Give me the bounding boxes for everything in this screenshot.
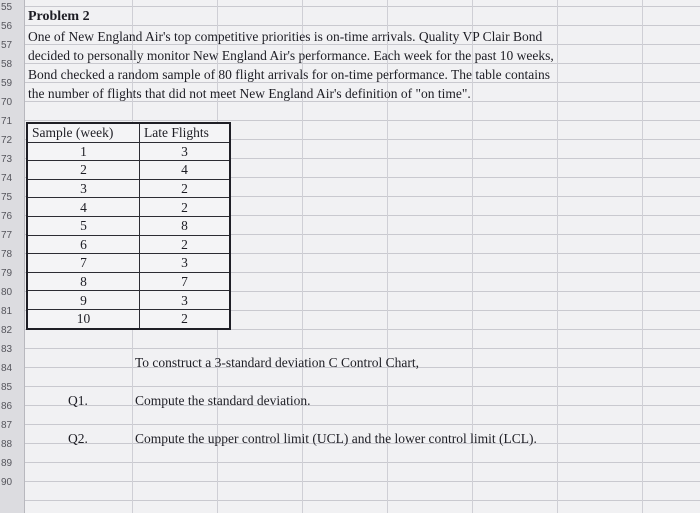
late-flights-cell[interactable]: 4 (140, 161, 231, 180)
late-flights-cell[interactable]: 3 (140, 142, 231, 161)
sample-week-cell[interactable]: 1 (27, 142, 140, 161)
row-number[interactable]: 79 (1, 268, 13, 279)
row-number[interactable]: 72 (1, 135, 13, 146)
row-number[interactable]: 59 (1, 78, 13, 89)
late-flights-cell[interactable]: 2 (140, 179, 231, 198)
row-number[interactable]: 80 (1, 287, 13, 298)
problem-text-line[interactable]: Bond checked a random sample of 80 flight arrivals for on-time performance. The table contains (28, 67, 550, 82)
table-row (27, 291, 230, 310)
late-flights-cell[interactable]: 2 (140, 198, 231, 217)
table-row (27, 142, 230, 161)
row-number[interactable]: 56 (1, 21, 13, 32)
sample-week-cell[interactable]: 3 (27, 179, 140, 198)
row-number[interactable]: 76 (1, 211, 13, 222)
row-number[interactable]: 87 (1, 420, 13, 431)
table-body (27, 142, 230, 328)
late-flights-cell[interactable]: 2 (140, 309, 231, 328)
problem-text-line[interactable]: the number of flights that did not meet New England Air's definition of "on time". (28, 86, 471, 101)
row-number[interactable]: 71 (1, 116, 13, 127)
row-number[interactable]: 85 (1, 382, 13, 393)
table-row (27, 272, 230, 291)
table-row (27, 216, 230, 235)
late-flights-cell[interactable]: 3 (140, 291, 231, 310)
row-number[interactable]: 82 (1, 325, 13, 336)
table-header-row (27, 123, 230, 142)
row-number[interactable]: 73 (1, 154, 13, 165)
instruction-text[interactable]: To construct a 3-standard deviation C Control Chart, (135, 355, 419, 370)
table-row (27, 309, 230, 328)
table-row (27, 161, 230, 180)
row-number[interactable]: 88 (1, 439, 13, 450)
question-2-label[interactable]: Q2. (68, 431, 88, 446)
table-row (27, 254, 230, 273)
sample-week-cell[interactable]: 4 (27, 198, 140, 217)
sample-week-cell[interactable]: 7 (27, 254, 140, 273)
sample-week-cell[interactable]: 2 (27, 161, 140, 180)
late-flights-cell[interactable]: 8 (140, 216, 231, 235)
row-header-column (0, 0, 25, 513)
table-row (27, 235, 230, 254)
question-1-label[interactable]: Q1. (68, 393, 88, 408)
problem-text-line[interactable]: One of New England Air's top competitive priorities is on-time arrivals. Quality VP Clair Bond (28, 29, 543, 44)
row-number[interactable]: 57 (1, 40, 13, 51)
row-number[interactable]: 84 (1, 363, 13, 374)
problem-text-line[interactable]: decided to personally monitor New England Air's performance. Each week for the past 10 weeks, (28, 48, 554, 63)
table-row (27, 179, 230, 198)
late-flights-cell[interactable]: 3 (140, 254, 231, 273)
grid-column-line (642, 0, 643, 513)
question-2-text[interactable]: Compute the upper control limit (UCL) and the lower control limit (LCL). (135, 431, 537, 446)
question-1-text[interactable]: Compute the standard deviation. (135, 393, 311, 408)
row-number[interactable]: 83 (1, 344, 13, 355)
late-flights-cell[interactable]: 2 (140, 235, 231, 254)
header-late-flights[interactable]: Late Flights (140, 123, 231, 142)
late-flights-cell[interactable]: 7 (140, 272, 231, 291)
table-row (27, 198, 230, 217)
row-number[interactable]: 58 (1, 59, 13, 70)
sample-week-cell[interactable]: 5 (27, 216, 140, 235)
problem-title[interactable]: Problem 2 (28, 9, 90, 24)
row-number[interactable]: 75 (1, 192, 13, 203)
row-number[interactable]: 74 (1, 173, 13, 184)
row-number[interactable]: 86 (1, 401, 13, 412)
sample-week-cell[interactable]: 10 (27, 309, 140, 328)
row-number[interactable]: 90 (1, 477, 13, 488)
late-flights-table (26, 122, 231, 330)
row-number[interactable]: 70 (1, 97, 13, 108)
row-number[interactable]: 55 (1, 2, 13, 13)
grid-column-line (557, 0, 558, 513)
row-number[interactable]: 78 (1, 249, 13, 260)
row-number[interactable]: 77 (1, 230, 13, 241)
sample-week-cell[interactable]: 8 (27, 272, 140, 291)
header-sample-week[interactable]: Sample (week) (27, 123, 140, 142)
sample-week-cell[interactable]: 6 (27, 235, 140, 254)
row-number[interactable]: 89 (1, 458, 13, 469)
sample-week-cell[interactable]: 9 (27, 291, 140, 310)
row-number[interactable]: 81 (1, 306, 13, 317)
